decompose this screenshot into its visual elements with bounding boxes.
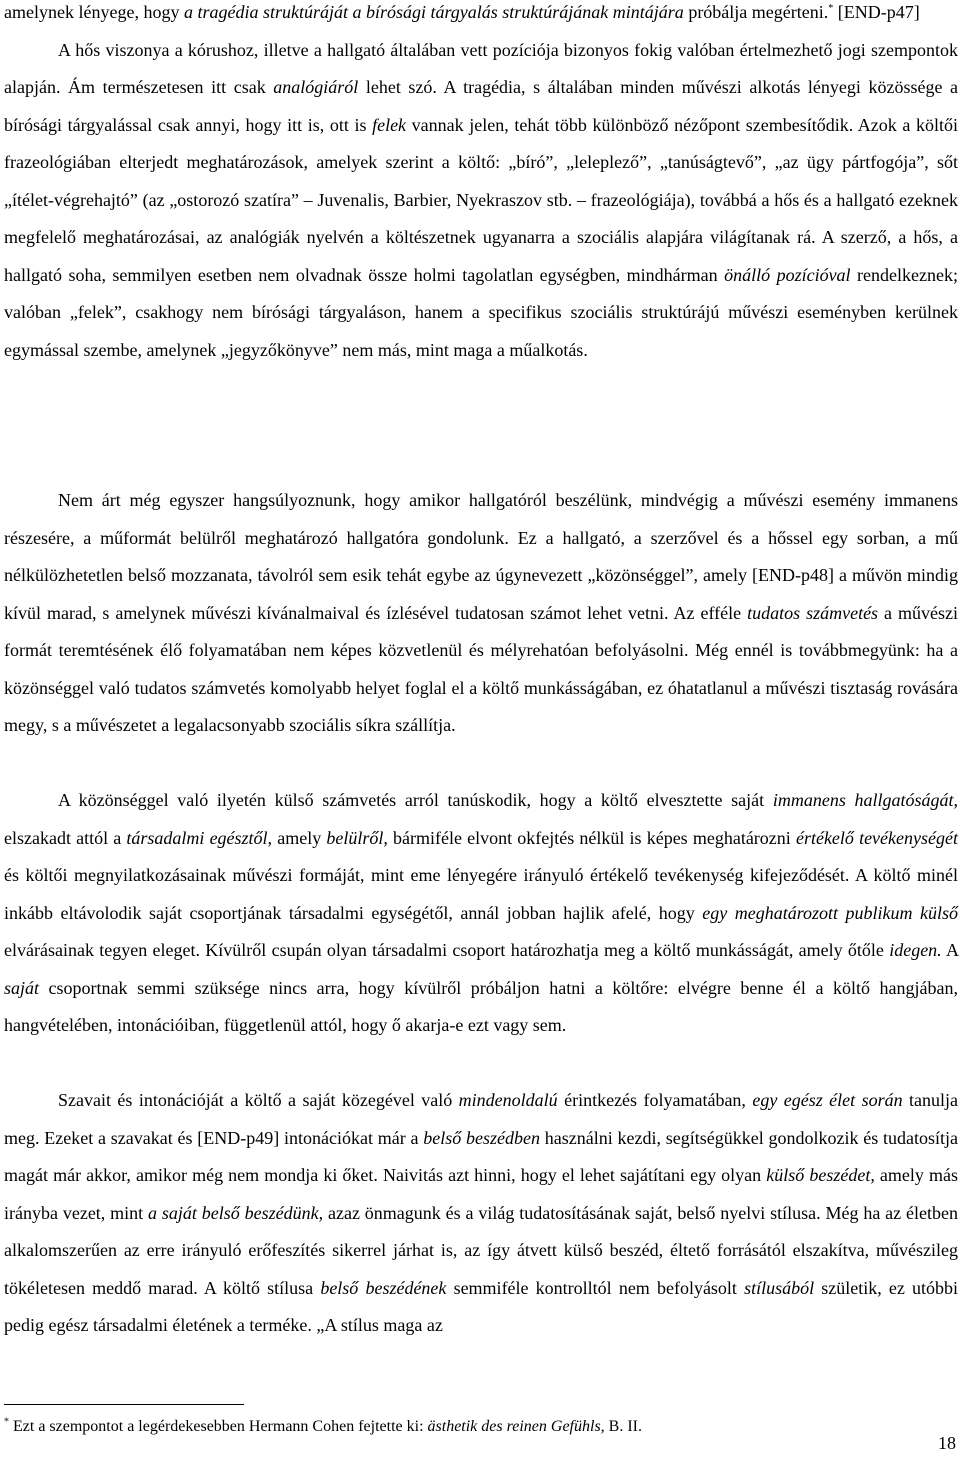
text-run: bármiféle elvont okfejtés nélkül is képes meghatározni — [387, 827, 796, 848]
italic-text: értékelő tevékenységét — [795, 827, 958, 848]
italic-text: tudatos számvetés — [747, 602, 879, 623]
text-run: próbálja megérteni. — [683, 2, 829, 22]
footnote-marker: * — [828, 3, 834, 14]
text-run: Ezt a szempontot a legérdekesebben Hermann Cohen fejtette ki: — [9, 1418, 428, 1435]
page-number: 18 — [938, 1433, 956, 1453]
paragraph-4 — [4, 1082, 958, 1345]
text-run: amely — [272, 827, 327, 848]
italic-text: belső beszédben — [423, 1127, 540, 1148]
italic-text: ästhetik des reinen Gefühls, — [427, 1418, 605, 1435]
text-run: A hős viszonya a kórushoz, illetve a hallgató általában vett pozíciója bizonyos fokig valóban értelmezhető jogi szempontok alapján. Ám természetesen itt csak — [4, 39, 958, 97]
text-run: lehet szó. A tragédia, s általában minden művészi alkotás lényegi közössége a bírósági tárgyalással csak annyi, hogy itt is, ott is — [4, 77, 959, 135]
text-run: a művészi formát teremtésének élő folyamatában nem képes közvetlenül és mélyrehatóan befolyásolni. Még ennél is továbbmegyünk: ha a közönséggel való tudatos számvetés komolyabb helyet foglal el a költő munkásságában, ez óhatatlanul a művészi tisztaság rovására megy, s a művészetet a legalacsonyabb szociális síkra szállítja. — [4, 602, 958, 735]
text-run: rendelkeznek; valóban „felek”, csakhogy nem bírósági tárgyaláson, hanem a specifikus szociális struktúrájú művészi eseményben kerülnek egymással szembe, amelynek „jegyzőkönyve” nem más, mint maga a műalkotás. — [4, 264, 958, 360]
text-run: elszakadt attól a — [4, 827, 127, 848]
text-run: semmiféle kontrolltól nem befolyásolt — [446, 1277, 745, 1298]
italic-text: egy meghatározott publikum külső — [702, 902, 959, 923]
italic-text: idegen. — [889, 940, 942, 960]
text-run: és költői megnyilatkozásainak művészi formáját, mint eme lényegére irányuló értékelő tevékenység kifejeződését. A költő minél inkább eltávolodik saját csoportjának társadalmi egységétől, annál jobban hajlik afelé, hogy — [4, 865, 958, 923]
italic-text: mindenoldalú — [458, 1090, 558, 1110]
text-run: csoportnak semmi szüksége nincs arra, hogy kívülről próbáljon hatni a költőre: elvégre benne él a költő hangjában, hangvételében, intonációiban, függetlenül attól, hogy ő akarja-e ezt vagy sem. — [4, 977, 958, 1035]
italic-text: társadalmi egésztől, — [126, 827, 273, 848]
footnote-marker: * — [4, 1416, 9, 1428]
italic-text: saját — [4, 977, 40, 998]
text-run: elvárásainak tegyen eleget. Kívülről csupán olyan társadalmi csoport határozhatja meg a költő munkásságát, amely őtőle — [4, 940, 890, 960]
text-run: Nem árt még egyszer hangsúlyoznunk, hogy amikor hallgatóról beszélünk, mindvégig a művészi esemény immanens részesére, a műformát belülről meghatározó hallgatóra gondolunk. Ez a hallgató, a szerzővel és a hőssel egy sorban, a mű nélkülözhetetlen belső mozzanata, távolról sem esik tehát egybe az úgynevezett „közönséggel”, amely [END-p48] a művön mindig kívül marad, s amelynek művészi kívánalmaival és ízlésével tudatosan számot lehet vetni. Az efféle — [4, 490, 958, 623]
text-run: amelynek lényege, hogy — [4, 2, 184, 22]
italic-text: felek — [372, 114, 407, 135]
italic-text: belső beszédének — [320, 1277, 447, 1298]
text-run: A közönséggel való ilyetén külső számvetés arról tanúskodik, hogy a költő elvesztette saját — [58, 790, 773, 810]
paragraph-3 — [4, 782, 958, 1045]
italic-text: stílusából — [744, 1277, 815, 1298]
italic-text: külső beszédet, — [766, 1165, 875, 1185]
paragraph-1 — [4, 0, 958, 369]
paragraph-2 — [4, 482, 958, 745]
footnote-separator — [4, 1404, 244, 1405]
text-run: amely más irányba vezet, mint — [4, 1165, 958, 1223]
text-run: B. II. — [604, 1418, 642, 1435]
footnote — [4, 1416, 904, 1438]
italic-text: immanens hallgatóságát, — [772, 790, 958, 810]
text-run: használni kezdi, segítségükkel gondolkozik és tudatosítja magát már akkor, amikor még nem mondja ki őket. Naivitás azt hinni, hogy el lehet sajátítani egy olyan — [4, 1127, 958, 1185]
text-run: [END-p47] — [833, 2, 920, 22]
italic-text: egy egész élet során — [752, 1090, 903, 1110]
italic-text: belülről, — [326, 827, 388, 848]
text-run: azaz önmagunk és a világ tudatosításának saját, belső nyelvi stílusa. Még ha az életben alkalomszerűen az erre irányuló erőfeszítés sikerrel járhat is, az így átvett külső beszéd, éltető forrásától elszakítva, művészileg tökéletesen meddő marad. A költő stílusa — [4, 1202, 958, 1298]
text-run: vannak jelen, tehát több különböző nézőpont szembesítődik. Azok a költői frazeológiában elterjedt meghatározások, amelyek szerint a költő: „bíró”, „leleplező”, „tanúságtevő”, „az ügy pártfogója”, sőt „ítélet-végrehajtó” (az „ostorozó szatíra” – Juvenalis, Barbier, Nyekraszov stb. – frazeológiája), továbbá a hős és a hallgató ezeknek megfelelő meghatározásai, az analógiák nyelvén a költészetnek ugyanarra a szociális alapjára világítanak rá. A szerző, a hős, a hallgató soha, semmilyen esetben nem olvadnak össze holmi tagolatlan egységben, mindhárman — [4, 114, 958, 285]
text-run: születik, ez utóbbi pedig egész társadalmi életének a terméke. „A stílus maga az — [4, 1277, 959, 1335]
italic-text: a saját belső beszédünk, — [148, 1202, 324, 1223]
text-run: érintkezés folyamatában, — [557, 1090, 753, 1110]
text-run: tanulja meg. Ezeket a szavakat és [END-p49] intonációkat már a — [4, 1090, 958, 1148]
italic-text: a tragédia struktúráját a bírósági tárgyalás struktúrájának mintájára — [183, 2, 684, 22]
text-run: A — [941, 940, 958, 960]
italic-text: önálló pozícióval — [724, 264, 851, 285]
text-run: Szavait és intonációját a költő a saját közegével való — [58, 1090, 459, 1110]
italic-text: analógiáról — [273, 77, 359, 97]
